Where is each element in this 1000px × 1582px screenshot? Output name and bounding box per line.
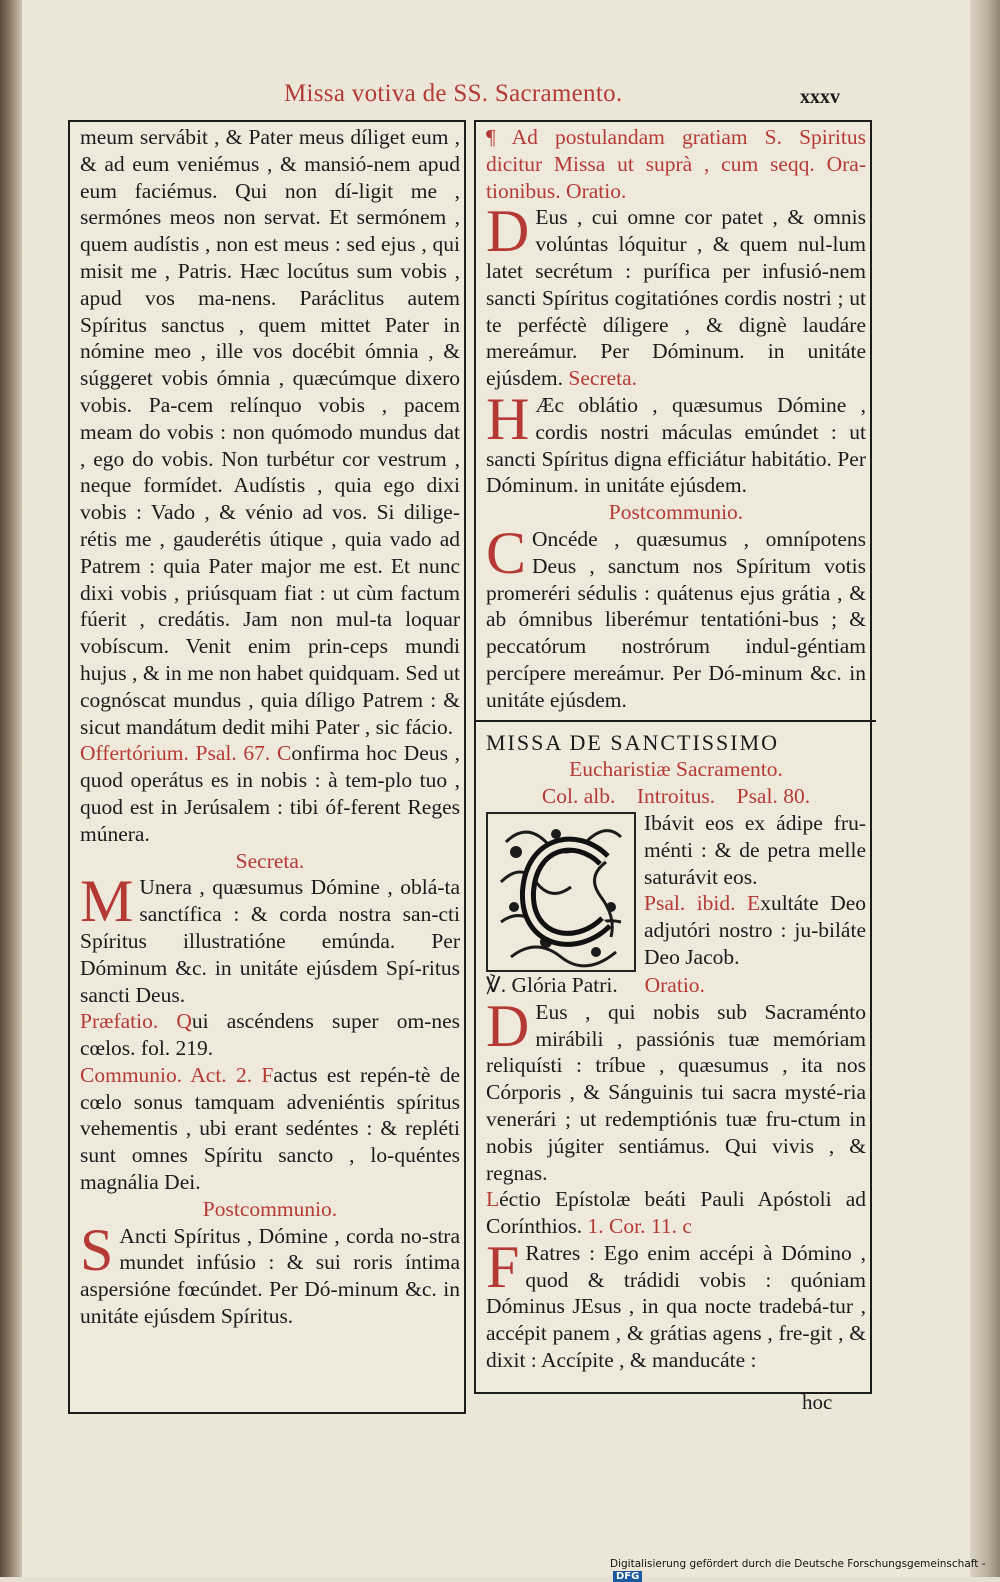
dfg-logo: DFG (613, 1571, 642, 1582)
psalm2-label: Psal. ibid. (644, 891, 736, 916)
running-head (22, 80, 970, 116)
folio-number: xxxv (800, 86, 840, 108)
drop-capital-h: H (486, 385, 530, 452)
praefatio-text: ui ascéndens super om-nes cœlos. fol. 219. (80, 1009, 460, 1061)
right-column-text (486, 124, 866, 1374)
lectio-reference: 1. Cor. 11. c (587, 1214, 692, 1239)
communio-paragraph (80, 1062, 460, 1196)
drop-capital-m: M (80, 868, 134, 935)
catchword: hoc (802, 1390, 833, 1414)
introit-text: Ibávit eos ex ádipe fru-ménti : & de petra melle saturávit eos. (644, 810, 866, 889)
drop-capital-s: S (80, 1216, 114, 1283)
left-column (68, 120, 466, 1414)
footer-text: Digitalisierung gefördert durch die Deutsche Forschungsgemeinschaft - (610, 1558, 986, 1570)
offertory-text: onfirma hoc Deus , quod operátus es in nobis : à tem-plo tuo , quod est in Jerúsalem : tibi óf-ferent Reges múnera. (80, 741, 460, 846)
oratio-text: Eus , cui omne cor patet , & omnis volúntas lóquitur , & quem nul-lum latet secrétum : purífica per infusió-nem sancti Spíritus cogitatiónes cordis nostri ; ut te perféctè díligere , & dignè laudáre mereámur. Per Dóminum. in unitáte ejúsdem. (486, 205, 866, 391)
lectio-initial: L (486, 1187, 500, 1212)
postcommunio-text: Ancti Spíritus , Dómine , corda no-stra mundet infúsio : & sui roris íntima aspersióne fœcúndet. Per Dó-minum &c. in unitáte ejúsdem Spíritus. (80, 1223, 460, 1329)
section-divider (476, 720, 876, 722)
rubric-intro (486, 124, 866, 204)
introit-block (486, 810, 866, 971)
page-stack-edge (970, 0, 1000, 1577)
psalm2-initial: E (747, 891, 761, 916)
gospel-text: meum servábit , & Pater meus díliget eum , & ad eum veniémus , & mansió-nem apud eum faciémus. Qui non dí-ligit me , sermónes meos non servat. Et sermónem , quem audístis , non est meus : sed ejus , qui misit me , Patris. Hæc locútus sum vobis , apud vos ma-nens. Paráclitus autem Spíritus sanctus , quem mittet Pater in nómine meo , ille vos docébit ómnia , & súggeret vobis ómnia , quæcúmque dixero vobis. Pa-cem relínquo vobis , pacem meam do vobis : non quómodo mundus dat , ego do vobis. Non turbétur cor vestrum , neque formídet. Audístis , quia ego dixi vobis : Vado , & vénio ad vos. Si dilige-rétis me , gauderétis útique , quia vado ad Patrem : quia Pater major me est. Et nunc dixi vobis , priúsquam fiat : ut cùm factum fúerit , credátis. Jam non mul-ta loquar vobíscum. Venit enim prin-ceps mundi hujus , & in me non habet quidquam. Sed ut cognóscat mundus , quia díligo Patrem : & sicut mandátum dedit mihi Pater , sic fácio. (80, 125, 460, 739)
introit-label: Introitus. (636, 784, 716, 809)
secreta-paragraph (80, 868, 460, 1008)
fratres-text: Ratres : Ego enim accépi à Dómino , quod & trádidi vobis : quóniam Dóminus JEsus , in qua nocte tradebá-tur , accépit panem , & grátias agens , fre-git , & dixit : Accípite , & manducáte : (486, 1240, 866, 1373)
oratio2-text: Eus , qui nobis sub Sacraménto mirábili , passiónis tuæ memóriam reliquísti : tríbue , quæsumus , ita nos Córporis , & Sánguinis tui sacra mysté-ria venerári ; ut redemptiónis tuæ fru-ctum in nobis júgiter sentiámus. Qui vivis , & regnas. (486, 999, 866, 1185)
oratio-label: Oratio. (566, 178, 627, 203)
postcommunio-paragraph (80, 1216, 460, 1330)
ornamental-initial-c (486, 812, 636, 972)
left-column-text (80, 124, 460, 1330)
introit-rubric (486, 783, 866, 810)
drop-capital-d: D (486, 198, 530, 265)
page-title: Missa votiva de SS. Sacramento. (284, 80, 623, 107)
postcommunio-heading: Postcommunio. (202, 1196, 338, 1221)
introit-col: Col. alb. (541, 784, 616, 809)
gloria-line (486, 972, 866, 999)
offertory-label: Offertórium. Psal. 67. C (80, 741, 292, 766)
drop-capital-f: F (486, 1233, 520, 1300)
secreta-text: Unera , quæsumus Dómine , oblá-ta sanctífica : & corda nostra san-cti Spíritus illustratióne emúnda. Per Dóminum &c. in unitáte ejúsdem Spí-ritus sancti Deus. (80, 875, 460, 1007)
postcommunio-paragraph-right (486, 519, 866, 714)
communio-label: Communio. Act. 2. F (80, 1062, 274, 1087)
drop-capital-d2: D (486, 992, 530, 1059)
praefatio-paragraph (80, 1008, 460, 1062)
lectio-text: éctio Epístolæ beáti Pauli Apóstoli ad Corínthios. (486, 1187, 866, 1239)
drop-capital-c: C (486, 519, 527, 586)
oratio2-label: Oratio. (644, 972, 705, 997)
missa-subheading: Eucharistiæ Sacramento. (569, 757, 783, 782)
oratio-paragraph (486, 198, 866, 392)
rubric-intro-text: ¶ Ad postulandam gratiam S. Spiritus dicitur Missa ut suprà , cum seqq. Ora-tionibus. (486, 125, 866, 203)
secreta-label: Secreta. (568, 366, 638, 391)
secreta-paragraph-right (486, 385, 866, 499)
communio-text: actus est repén-tè de cœlo sonus tamquam adveniéntis spíritus vehementis , ubi erant sedéntes : & repléti sunt omnes Spíritu sancto , lo-quéntes magnália Dei. (80, 1062, 460, 1195)
gloria-text: ℣. Glória Patri. (486, 972, 618, 997)
digitization-footer (610, 1558, 1000, 1582)
offertory-paragraph (80, 740, 460, 847)
oratio2-paragraph (486, 992, 866, 1187)
introit-psalm: Psal. 80. (736, 784, 811, 809)
praefatio-label: Præfatio. Q (80, 1009, 192, 1034)
book-binding-edge (0, 0, 22, 1577)
right-column (474, 120, 872, 1394)
psalm2-text: xultáte Deo adjutóri nostro : ju-biláte Deo Jacob. (644, 891, 867, 969)
secreta-heading: Secreta. (235, 848, 305, 873)
lectio-paragraph (486, 1186, 866, 1240)
postcommunio-text-right: Oncéde , quæsumus , omnípotens Deus , sanctum nos Spíritum votis promeréri sédulis : quátenus ejus grátia , & ab ómnibus liberémur tentatióni-bus ; & peccatórum nostrórum indul-géntiam percípere mereámur. Per Dó-minum &c. in unitáte ejúsdem. (486, 526, 866, 712)
secreta-text-right: Æc oblátio , quæsumus Dómine , cordis nostri máculas emúndet : ut sancti Spíritus digna efficiátur habitátio. Per Dóminum. in unitáte ejúsdem. (486, 392, 866, 498)
postcommunio-heading-right: Postcommunio. (608, 500, 744, 525)
missa-heading: MISSA DE SANCTISSIMO (486, 729, 780, 755)
book-page (22, 0, 970, 1577)
fratres-paragraph (486, 1233, 866, 1374)
